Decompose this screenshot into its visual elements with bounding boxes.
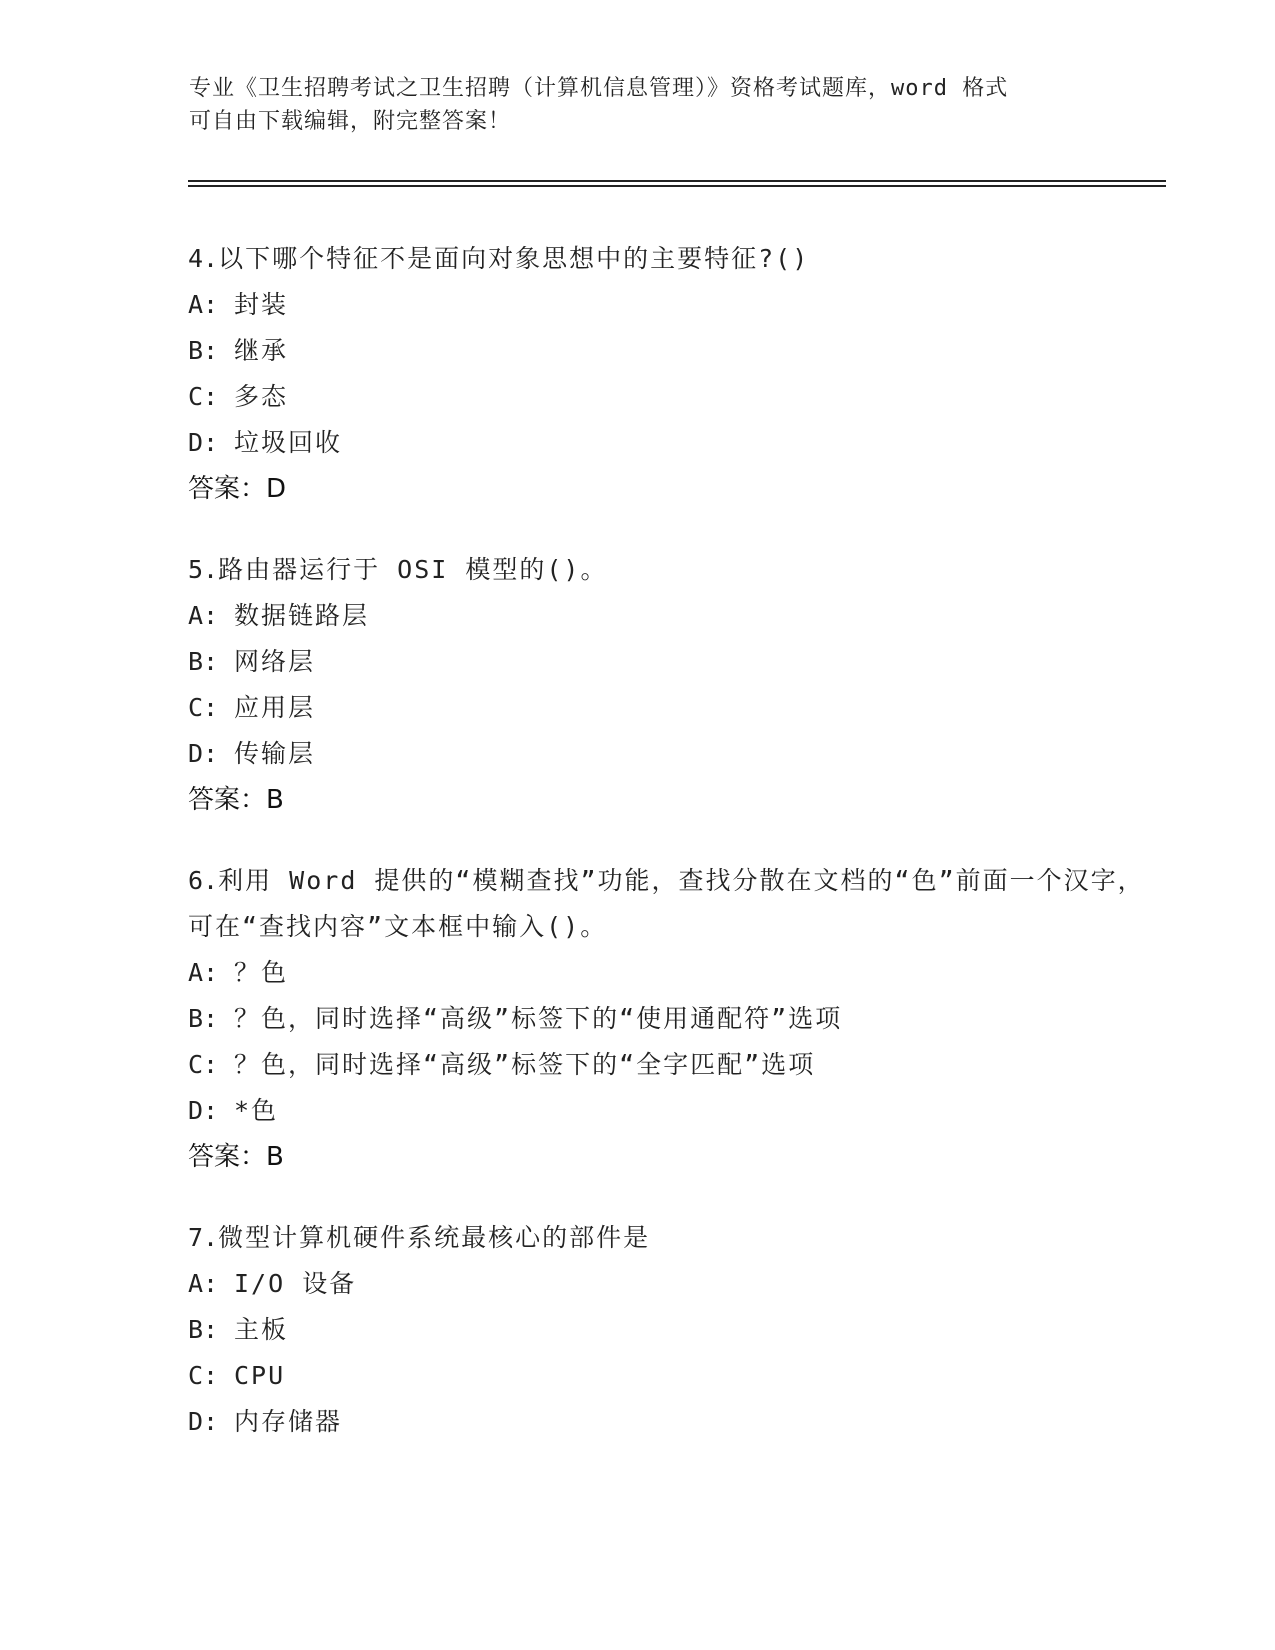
option-label: C:	[188, 1361, 219, 1390]
option-b	[188, 328, 1168, 374]
option-d	[188, 731, 1168, 777]
option-label: A:	[188, 958, 219, 987]
option-label: D:	[188, 1407, 219, 1436]
document-header	[189, 72, 1089, 138]
answer: 答案：D	[188, 474, 287, 504]
question-7	[188, 1215, 1168, 1445]
option-text: ？色，同时选择“高级”标签下的“全字匹配”选项	[234, 1050, 816, 1079]
option-text: 垃圾回收	[234, 428, 343, 457]
question-text	[188, 1215, 1168, 1261]
option-a	[188, 1261, 1168, 1307]
option-text: 多态	[234, 382, 289, 411]
answer: 答案：B	[188, 785, 284, 815]
question-body: 利用 Word 提供的“模糊查找”功能，查找分散在文档的“色”前面一个汉字，可在“查找内容”文本框中输入()。	[188, 866, 1145, 941]
option-text: CPU	[234, 1361, 286, 1390]
option-text: ？色	[234, 958, 289, 987]
question-number: 4.	[188, 244, 219, 273]
option-b	[188, 996, 1168, 1042]
header-divider-top	[188, 180, 1166, 182]
option-b	[188, 1307, 1168, 1353]
option-d	[188, 1399, 1168, 1445]
option-c	[188, 1353, 1168, 1399]
option-text: 封装	[234, 290, 289, 319]
option-a	[188, 282, 1168, 328]
option-text: 网络层	[234, 647, 316, 676]
question-5	[188, 547, 1168, 823]
question-number: 6.	[188, 866, 219, 895]
option-a	[188, 950, 1168, 996]
option-text: 传输层	[234, 739, 316, 768]
option-d	[188, 1088, 1168, 1134]
answer: 答案：B	[188, 1142, 284, 1172]
question-text	[188, 547, 1168, 593]
header-line-1: 专业《卫生招聘考试之卫生招聘（计算机信息管理）》资格考试题库，word 格式	[189, 76, 1009, 101]
option-label: C:	[188, 693, 219, 722]
option-b	[188, 639, 1168, 685]
option-text: 内存储器	[234, 1407, 343, 1436]
question-4	[188, 236, 1168, 512]
option-text: 主板	[234, 1315, 289, 1344]
option-text: I/O 设备	[234, 1269, 357, 1298]
option-a	[188, 593, 1168, 639]
question-text	[188, 858, 1168, 950]
option-label: C:	[188, 1050, 219, 1079]
question-text	[188, 236, 1168, 282]
question-body: 微型计算机硬件系统最核心的部件是	[218, 1223, 651, 1252]
question-body: 路由器运行于 OSI 模型的()。	[218, 555, 608, 584]
question-list	[188, 236, 1168, 1480]
option-label: A:	[188, 290, 219, 319]
option-label: D:	[188, 1096, 219, 1125]
option-c	[188, 685, 1168, 731]
option-label: B:	[188, 647, 219, 676]
question-6	[188, 858, 1168, 1180]
option-text: 继承	[234, 336, 289, 365]
option-text: *色	[234, 1096, 279, 1125]
option-label: A:	[188, 601, 219, 630]
option-label: B:	[188, 1004, 219, 1033]
option-c	[188, 1042, 1168, 1088]
question-number: 5.	[188, 555, 219, 584]
option-text: 数据链路层	[234, 601, 370, 630]
option-text: ？色，同时选择“高级”标签下的“使用通配符”选项	[234, 1004, 843, 1033]
option-label: C:	[188, 382, 219, 411]
option-c	[188, 374, 1168, 420]
option-label: B:	[188, 1315, 219, 1344]
question-number: 7.	[188, 1223, 219, 1252]
header-line-2: 可自由下载编辑，附完整答案！	[189, 109, 512, 134]
header-divider-bottom	[188, 185, 1166, 187]
question-body: 以下哪个特征不是面向对象思想中的主要特征?()	[218, 244, 810, 273]
option-label: A:	[188, 1269, 219, 1298]
option-text: 应用层	[234, 693, 316, 722]
option-d	[188, 420, 1168, 466]
option-label: D:	[188, 428, 219, 457]
option-label: B:	[188, 336, 219, 365]
option-label: D:	[188, 739, 219, 768]
